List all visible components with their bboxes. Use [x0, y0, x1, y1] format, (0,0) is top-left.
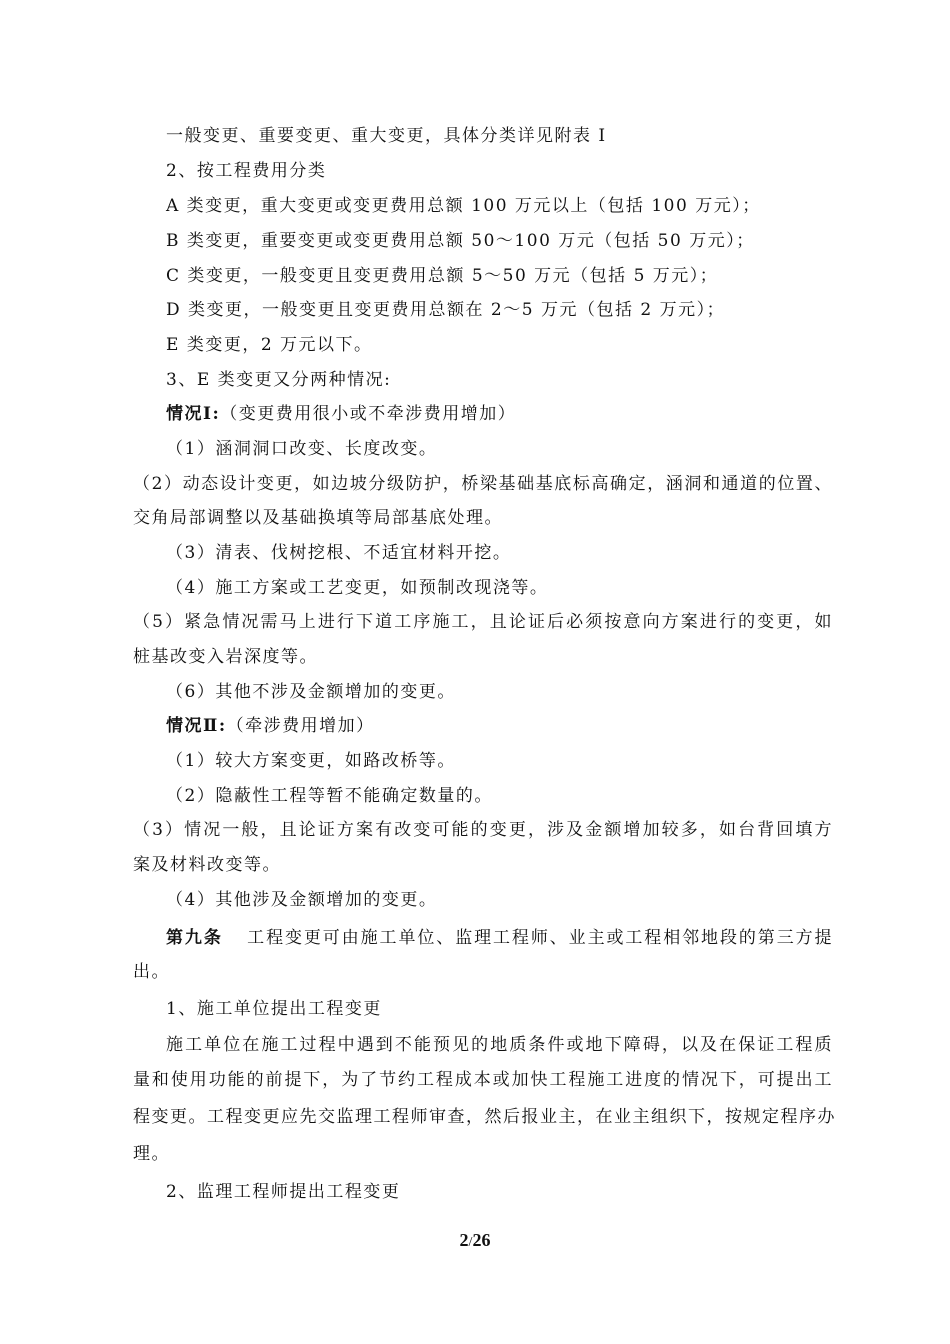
list-item-continuation: 桩基改变入岩深度等。 — [133, 647, 318, 667]
list-item: （3）情况一般，且论证方案有改变可能的变更，涉及金额增加较多，如台背回填方 — [133, 820, 833, 840]
paragraph: E 类变更，2 万元以下。 — [166, 335, 373, 355]
paragraph-continuation: 理。 — [133, 1144, 170, 1164]
list-item: （5）紧急情况需马上进行下道工序施工，且论证后必须按意向方案进行的变更，如 — [133, 612, 833, 632]
page-separator: / — [468, 1235, 473, 1250]
article-continuation: 出。 — [133, 962, 170, 982]
list-item: （4）施工方案或工艺变更，如预制改现浇等。 — [166, 578, 549, 598]
list-item: （1）涵洞洞口改变、长度改变。 — [166, 439, 438, 459]
case-one-heading — [166, 402, 516, 426]
list-item: （1）较大方案变更，如路改桥等。 — [166, 751, 456, 771]
case-two-desc: （牵涉费用增加） — [226, 716, 375, 736]
article-nine — [166, 926, 833, 950]
paragraph: D 类变更，一般变更且变更费用总额在 2～5 万元（包括 2 万元）； — [166, 300, 726, 320]
list-item: （2）动态设计变更，如边坡分级防护，桥梁基础基底标高确定，涵洞和通道的位置、 — [133, 474, 833, 494]
section-heading: 1、施工单位提出工程变更 — [166, 999, 382, 1019]
section-heading: 3、E 类变更又分两种情况: — [166, 370, 392, 390]
page-number — [0, 1230, 950, 1251]
paragraph: C 类变更，一般变更且变更费用总额 5～50 万元（包括 5 万元）； — [166, 266, 719, 286]
paragraph: A 类变更，重大变更或变更费用总额 100 万元以上（包括 100 万元）； — [166, 196, 761, 216]
list-item: （6）其他不涉及金额增加的变更。 — [166, 682, 456, 702]
page-total: 26 — [472, 1230, 491, 1250]
list-item: （4）其他涉及金额增加的变更。 — [166, 890, 438, 910]
case-two-heading — [166, 714, 375, 738]
list-item: （2）隐蔽性工程等暂不能确定数量的。 — [166, 786, 493, 806]
article-text: 工程变更可由施工单位、监理工程师、业主或工程相邻地段的第三方提 — [246, 928, 834, 948]
paragraph: 一般变更、重要变更、重大变更，具体分类详见附表 I — [166, 126, 607, 146]
case-one-label: 情况Ⅰ: — [166, 404, 221, 424]
list-item-continuation: 交角局部调整以及基础换填等局部基底处理。 — [133, 508, 503, 528]
list-item: （3）清表、伐树挖根、不适宜材料开挖。 — [166, 543, 512, 563]
case-one-desc: （变更费用很小或不牵涉费用增加） — [220, 404, 517, 424]
list-item-continuation: 案及材料改变等。 — [133, 855, 281, 875]
paragraph-continuation: 量和使用功能的前提下，为了节约工程成本或加快工程施工进度的情况下，可提出工 — [133, 1070, 833, 1090]
paragraph: B 类变更，重要变更或变更费用总额 50～100 万元（包括 50 万元）； — [166, 231, 755, 251]
page-current: 2 — [459, 1230, 469, 1250]
section-heading: 2、监理工程师提出工程变更 — [166, 1182, 401, 1202]
article-label: 第九条 — [166, 928, 223, 948]
case-two-label: 情况Ⅱ: — [166, 716, 227, 736]
paragraph-continuation: 程变更。工程变更应先交监理工程师审查，然后报业主，在业主组织下，按规定程序办 — [133, 1107, 836, 1127]
paragraph: 施工单位在施工过程中遇到不能预见的地质条件或地下障碍，以及在保证工程质 — [166, 1035, 833, 1055]
section-heading: 2、按工程费用分类 — [166, 161, 327, 181]
